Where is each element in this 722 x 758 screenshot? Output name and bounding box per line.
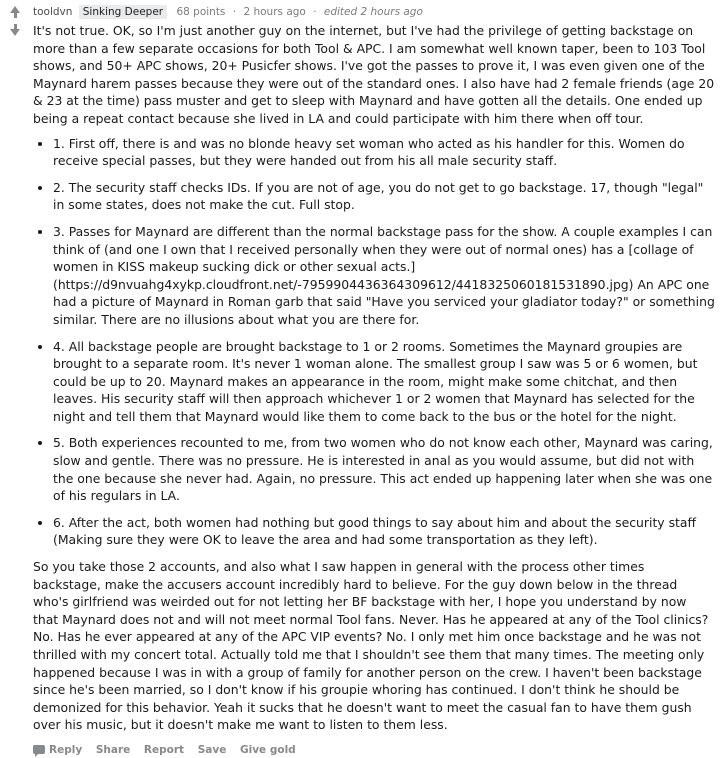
share-button[interactable]: Share (95, 743, 131, 756)
meta-separator: · (232, 6, 237, 18)
upvote-arrow-stem[interactable] (14, 13, 17, 18)
reply-label: Reply (49, 743, 83, 756)
comment-content (33, 4, 715, 758)
list-item: • 2. The security staff checks IDs. If you are not of age, you do not get to go backstage. 17, though "legal" in some states, does not make the cut. Full stop. (53, 179, 715, 214)
author-link[interactable]: tooldvn (33, 6, 73, 18)
list-item: • 4. All backstage people are brought backstage to 1 or 2 rooms. Sometimes the Maynard groupies are brought to a separate room. It's never 1 woman alone. The smallest group I saw was 5 or 6 women, but could be up to 20. Maynard makes an appearance in the room, might make some chitchat, and then leaves. His security staff will then approach whichever 1 or 2 women that Maynard has selected for the night and tell them that Maynard would like them to come back to the bus or the hotel for the night. (53, 338, 715, 426)
save-button[interactable]: Save (197, 743, 227, 756)
reply-button[interactable] (33, 744, 82, 756)
downvote-arrow-icon[interactable] (10, 29, 20, 36)
report-button[interactable]: Report (143, 743, 185, 756)
conclusion-paragraph: So you take those 2 accounts, and also what I saw happen in general with the process other times backstage, make the accusers account incredibly hard to believe. For the guy down below in the thread who's girlfriend was weirded out for not letting her BF backstage with her, I hope you understand by now that Maynard does not and will not meet normal Tool fans. Never. Has he appeared at any of the Tool clinics? No. Has he ever appeared at any of the APC VIP events? No. I only met him once backstage and he was not thrilled with my concert total. Actually told me that I shouldn't see them that many times. The meeting only happened because I was in with a group of family for another person on the crew. I haven't been backstage since he's been married, so I don't know if his groupie whoring has continued. I don't think he should be demonized for this behavior. Yeah it sucks that he doesn't want to meet the casual fan to have them gush over his music, but it doesn't make me want to listen to them less. (33, 559, 709, 733)
list-item: • 6. After the act, both women had nothing but good things to say about him and about the security staff (Making sure they were OK to leave the area and had some transportation as they left). (53, 514, 715, 549)
list-item: • 1. First off, there is and was no blonde heavy set woman who acted as his handler for this. Women do receive special passes, but they were handed out from his all male security staff. (53, 135, 715, 170)
comment-body (33, 22, 715, 734)
upvote-arrow-icon[interactable] (10, 6, 20, 13)
meta-separator: · (313, 6, 317, 18)
edited-timestamp: edited 2 hours ago (323, 6, 423, 18)
points: 68 points (176, 6, 226, 18)
comment-meta (33, 4, 715, 20)
vote-column (8, 4, 22, 36)
comment-bubble-icon (33, 745, 45, 754)
comment-actions (33, 742, 715, 758)
give-gold-button[interactable]: Give gold (240, 743, 296, 756)
list-item: • 5. Both experiences recounted to me, from two women who do not know each other, Maynard was caring, slow and gentle. There was no pressure. He is interested in anal as you would assume, but did not with the one because she never had. Again, no pressure. This act ended up happening later when she was one of his regulars in LA. (53, 434, 715, 504)
user-flair: Sinking Deeper (79, 5, 167, 19)
intro-paragraph: It's not true. OK, so I'm just another guy on the internet, but I've had the privilege of getting backstage on more than a few separate occasions for both Tool & APC. I am somewhat well known taper, been to 103 Tool shows, and 50+ APC shows, 20+ Pusicfer shows. I've got the passes to prove it, I was even given one of the Maynard harem passes because they were out of the standard ones. I also have had 2 female friends (age 20 & 23 at the time) pass muster and get to sleep with Maynard and have gotten all the details. One ended up being a repeat contact because she lived in LA and could participate with him there when off tour. (33, 23, 715, 126)
list-item: • 3. Passes for Maynard are different than the normal backstage pass for the show. A couple examples I can think of (and one I own that I received personally when they were out of normal ones) has a [collage of women in KISS makeup sucking dick or other sexual acts.] (https://d9nvuahg4xykp.cloudfront.net/-795990443636430961​2/4418325060181531890.jpg) An APC one had a picture of Maynard in Roman garb that said "Have you serviced your gladiator today?" or something similar. There are no illusions about what you are there for. (53, 223, 715, 329)
points-list (33, 135, 715, 549)
timestamp[interactable]: 2 hours ago (243, 6, 306, 18)
